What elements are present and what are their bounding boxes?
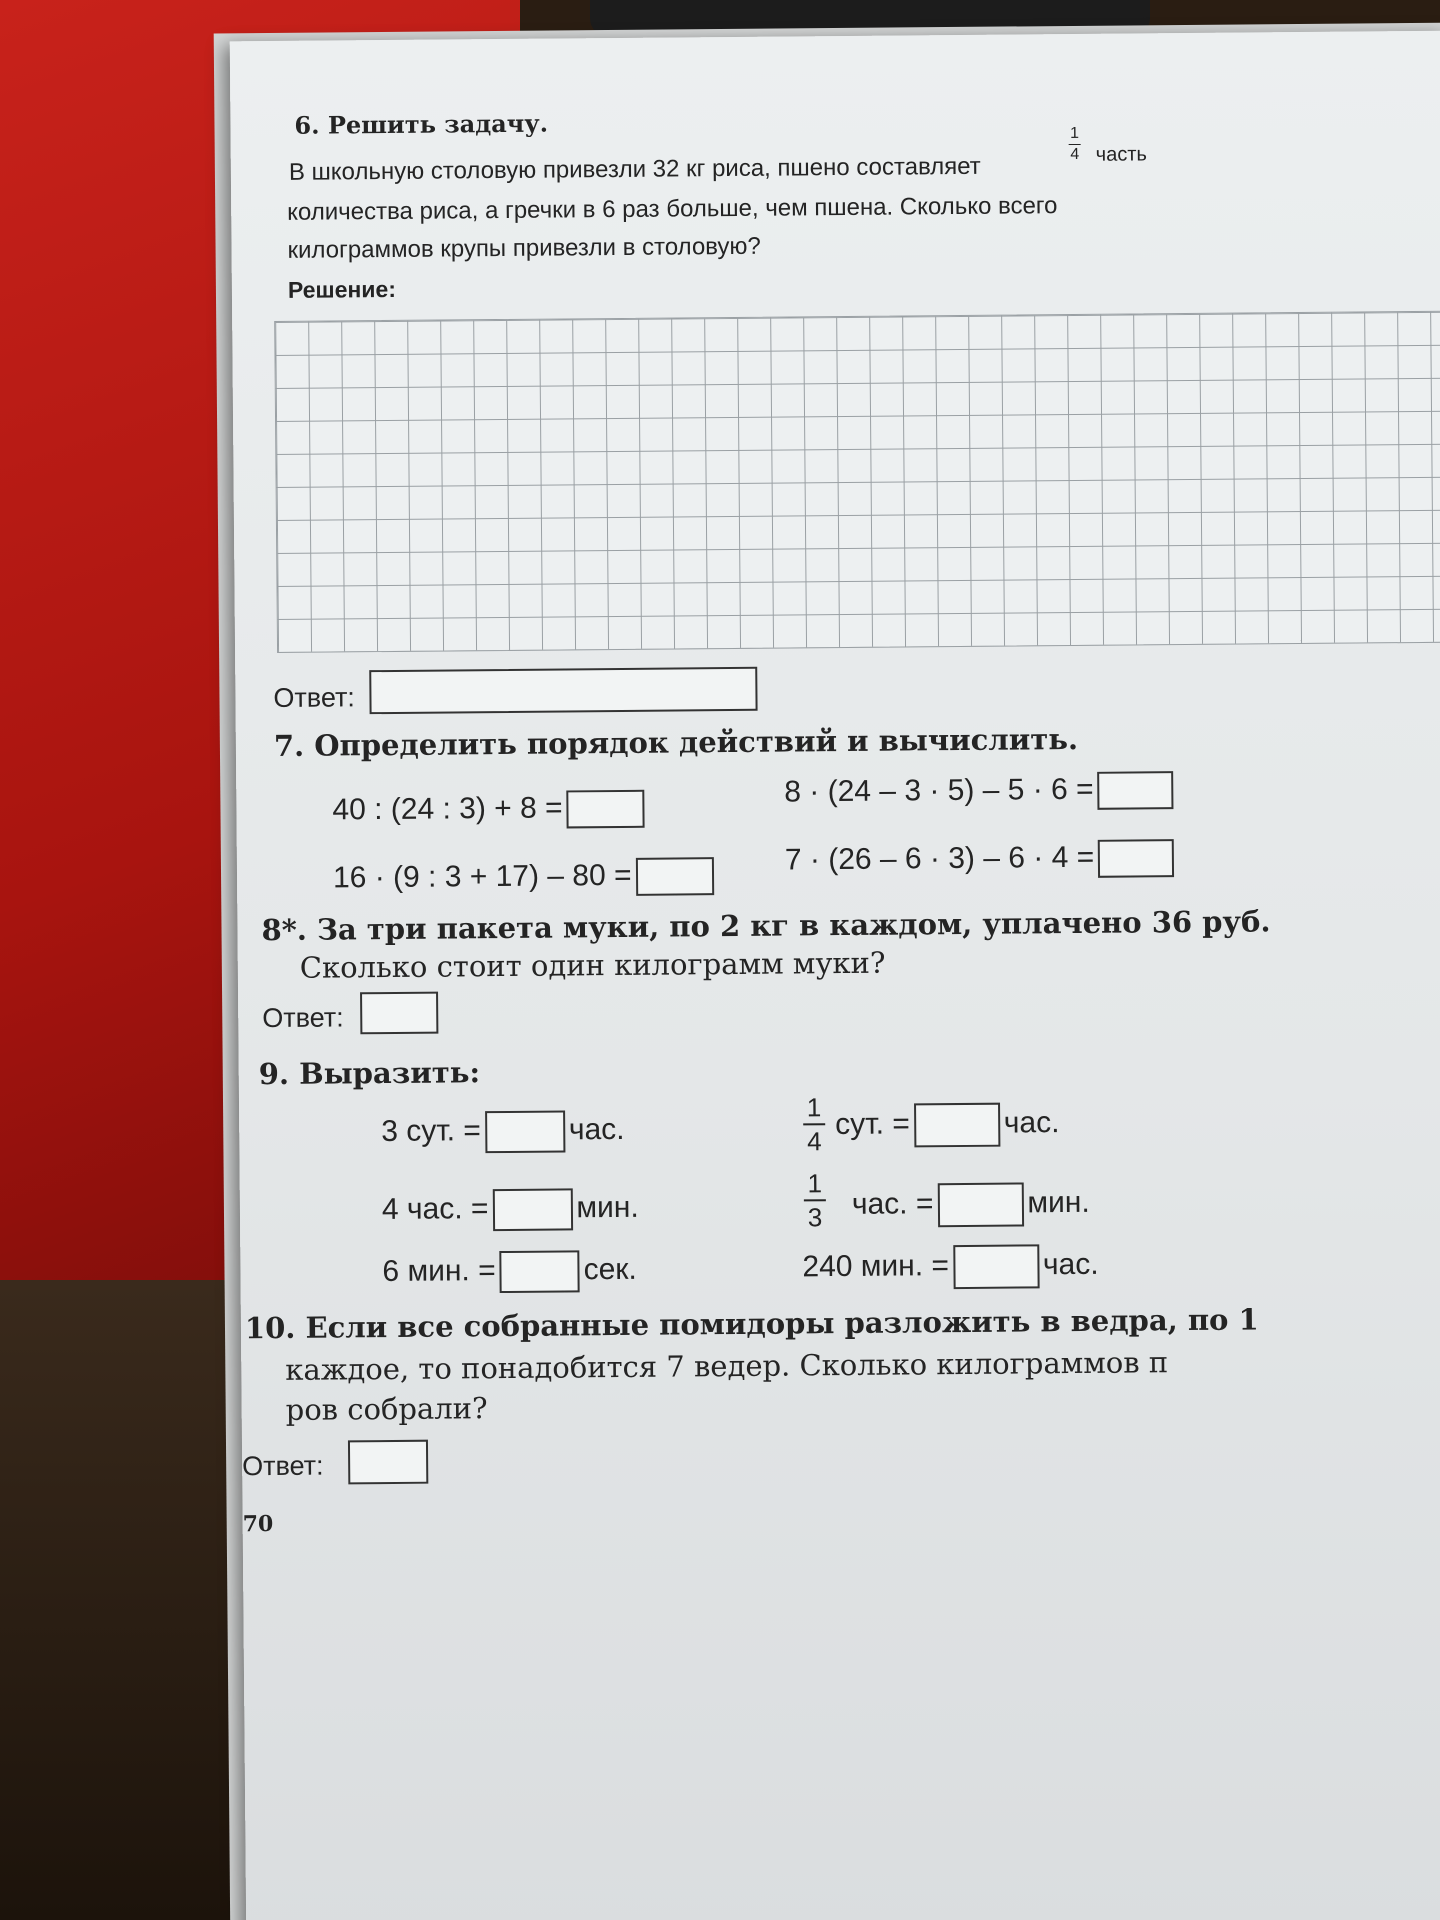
- task9-right-row1-num: 1: [806, 1092, 822, 1123]
- task9-left-row2-before: 4 час. =: [381, 1192, 489, 1226]
- task7-expr2-answer-box[interactable]: [635, 857, 713, 896]
- task10-answer-box[interactable]: [348, 1440, 428, 1485]
- page-number: 70: [242, 1511, 274, 1538]
- fraction-bar: [1069, 144, 1081, 145]
- task9-right-row1-before: сут. =: [835, 1107, 910, 1142]
- task9-right-row1: [835, 1102, 1060, 1148]
- workbook-page: [230, 31, 1440, 1920]
- task6-title: 6. Решить задачу.: [294, 108, 549, 140]
- task9-right-row1-fraction: [803, 1092, 826, 1157]
- task6-fraction-num: 1: [1070, 124, 1080, 143]
- task7-title: 7. Определить порядок действий и вычислить.: [273, 721, 1079, 764]
- task6-line1-start: В школьную столовую привезли 32 кг риса, пшено составляет: [288, 152, 981, 186]
- task9-left-row1-after: час.: [568, 1112, 625, 1147]
- task8-answer-label: Ответ:: [262, 1002, 344, 1034]
- task9-right-row2-answer-box[interactable]: [937, 1182, 1023, 1227]
- task8-answer-box[interactable]: [360, 992, 438, 1035]
- task7-expr4: [785, 839, 1179, 880]
- task6-line1: [289, 153, 981, 187]
- task6-line3: килограммов крупы привезли в столовую?: [287, 232, 761, 264]
- fraction-bar: [803, 1123, 825, 1125]
- task7-expr3: [784, 771, 1178, 812]
- task9-left-row3-after: сек.: [583, 1252, 637, 1287]
- task9-right-row2-fraction: [804, 1168, 827, 1233]
- task9-right-row1-answer-box[interactable]: [914, 1103, 1000, 1148]
- task10-line2: каждое, то понадобится 7 ведер. Сколько килограммов п: [285, 1345, 1169, 1387]
- task9-right-row3-answer-box[interactable]: [953, 1244, 1039, 1289]
- task8-line1: 8*. За три пакета муки, по 2 кг в каждом, уплачено 36 руб.: [261, 904, 1271, 948]
- task6-fraction-den: 4: [1070, 145, 1080, 164]
- task9-left-row3-before: 6 мин. =: [382, 1254, 496, 1288]
- task9-left-row1: [381, 1110, 625, 1154]
- task9-left-row2: [382, 1188, 639, 1232]
- task6-line1-end: часть: [1095, 143, 1147, 166]
- task7-expr4-answer-box[interactable]: [1098, 839, 1174, 878]
- task6-answer-box[interactable]: [369, 667, 757, 714]
- task9-right-row3: [802, 1244, 1099, 1291]
- task7-expr1-text: 40 : (24 : 3) + 8 =: [332, 791, 563, 827]
- fraction-bar: [804, 1199, 826, 1201]
- task10-line3: ров собрали?: [285, 1391, 488, 1427]
- task9-right-row3-after: час.: [1042, 1247, 1099, 1282]
- task9-left-row2-answer-box[interactable]: [492, 1188, 572, 1231]
- task6-fraction: [1069, 126, 1081, 163]
- task7-expr4-text: 7 · (26 – 6 · 3) – 6 · 4 =: [784, 840, 1095, 877]
- task9-right-row3-before: 240 мин. =: [802, 1249, 950, 1284]
- task9-right-row1-den: 4: [806, 1126, 822, 1157]
- task10-line1: 10. Если все собранные помидоры разложить в ведра, по 1: [244, 1302, 1259, 1346]
- task9-title: 9. Выразить:: [258, 1055, 481, 1092]
- task9-right-row2-num: 1: [807, 1168, 823, 1199]
- task9-right-row2-before: час. =: [851, 1187, 934, 1221]
- task7-expr1-answer-box[interactable]: [566, 790, 644, 829]
- task9-right-row1-after: час.: [1003, 1106, 1060, 1140]
- task7-expr2: [333, 857, 718, 898]
- task9-right-row2-after: мин.: [1027, 1185, 1090, 1220]
- task9-left-row2-after: мин.: [576, 1190, 639, 1225]
- task9-left-row1-before: 3 сут. =: [381, 1114, 482, 1148]
- task9-right-row2: [852, 1182, 1090, 1228]
- task6-answer-label: Ответ:: [273, 682, 355, 714]
- task9-left-row3-answer-box[interactable]: [499, 1250, 579, 1293]
- task6-line2: количества риса, а гречки в 6 раз больше, чем пшена. Сколько всего: [287, 192, 1058, 226]
- task10-answer-label: Ответ:: [242, 1450, 324, 1482]
- solution-grid[interactable]: [274, 311, 1440, 653]
- task7-expr1: [332, 790, 648, 831]
- task8-line2: Сколько стоит один килограмм муки?: [299, 945, 886, 985]
- task7-expr2-text: 16 · (9 : 3 + 17) – 80 =: [332, 858, 632, 895]
- task9-left-row1-answer-box[interactable]: [485, 1110, 565, 1153]
- task7-expr3-answer-box[interactable]: [1097, 771, 1173, 810]
- solution-label: Решение:: [287, 275, 397, 303]
- task9-right-row2-den: 3: [807, 1202, 823, 1233]
- task9-left-row3: [382, 1250, 637, 1294]
- task7-expr3-text: 8 · (24 – 3 · 5) – 5 · 6 =: [784, 772, 1094, 809]
